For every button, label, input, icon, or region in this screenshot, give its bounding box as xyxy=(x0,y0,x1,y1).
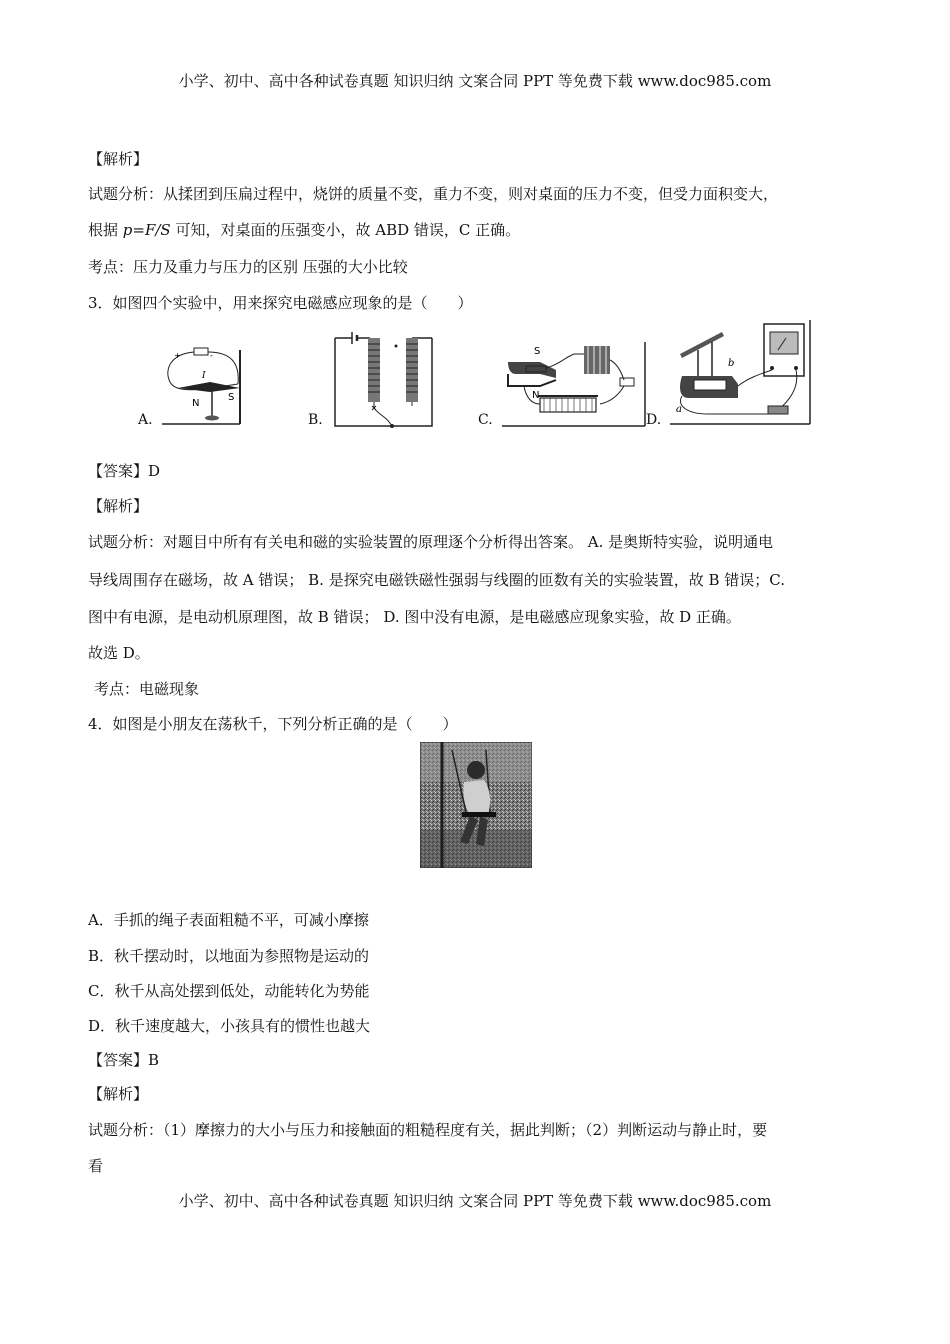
figure-a-s-label: S xyxy=(228,392,235,403)
figure-c-s-label: S xyxy=(534,346,541,357)
figure-b-electromagnets xyxy=(332,330,436,430)
figure-d-option-label: D. xyxy=(646,412,662,428)
figure-a-n-label: N xyxy=(192,398,200,409)
figure-a-plus-label: + xyxy=(174,351,181,360)
page-footer: 小学、初中、高中各种试卷真题 知识归纳 文案合同 PPT 等免费下载 www.doc985.com xyxy=(178,1192,772,1210)
figure-c-option-label: C. xyxy=(478,412,493,428)
q4-option-b: B．秋千摆动时，以地面为参照物是运动的 xyxy=(88,947,370,965)
q4-option-c: C．秋千从高处摆到低处，动能转化为势能 xyxy=(88,982,370,1000)
q3-stem: 3．如图四个实验中，用来探究电磁感应现象的是（ ） xyxy=(88,294,473,312)
figure-a-minus-label: - xyxy=(210,351,213,360)
q3-answer: 【答案】D xyxy=(88,462,161,480)
q2-analysis-tag: 【解析】 xyxy=(88,150,149,168)
q2-analysis-line-2-pre: 根据 xyxy=(88,221,123,239)
q4-analysis-line-1: 试题分析：（1）摩擦力的大小与压力和接触面的粗糙程度有关，据此判断；（2）判断运动与静止时，要 xyxy=(88,1121,768,1139)
figure-d-induction xyxy=(668,318,814,428)
q4-option-d: D．秋千速度越大，小孩具有的惯性也越大 xyxy=(88,1017,371,1035)
q2-analysis-line-1: 试题分析：从揉团到压扁过程中，烧饼的质量不变，重力不变，则对桌面的压力不变，但受力面积变大， xyxy=(88,185,779,203)
q3-kaodian: 考点：电磁现象 xyxy=(94,680,200,698)
pressure-formula: p=F/S xyxy=(122,221,171,239)
q4-answer: 【答案】B xyxy=(88,1051,160,1069)
figure-c-n-label: N xyxy=(532,390,540,401)
page-header: 小学、初中、高中各种试卷真题 知识归纳 文案合同 PPT 等免费下载 www.doc985.com xyxy=(178,72,772,90)
figure-d-b-label: b xyxy=(728,358,735,369)
swing-photo xyxy=(420,742,532,868)
q2-kaodian: 考点：压力及重力与压力的区别 压强的大小比较 xyxy=(88,258,408,276)
q4-option-a: A．手抓的绳子表面粗糙不平，可减小摩擦 xyxy=(88,911,369,929)
q4-analysis-line-2: 看 xyxy=(88,1157,104,1175)
figure-b-option-label: B. xyxy=(308,412,323,428)
q4-stem: 4．如图是小朋友在荡秋千，下列分析正确的是（ ） xyxy=(88,715,458,733)
q4-analysis-tag: 【解析】 xyxy=(88,1085,149,1103)
q3-analysis-line-3: 图中有电源，是电动机原理图，故 B 错误； D. 图中没有电源，是电磁感应现象实验，故 D 正确。 xyxy=(88,608,741,626)
q2-analysis-line-2-post: 可知，对桌面的压强变小，故 ABD 错误，C 正确。 xyxy=(170,221,521,239)
q3-analysis-line-2: 导线周围存在磁场，故 A 错误； B. 是探究电磁铁磁性强弱与线圈的匝数有关的实验装置，故 B 错误；C. xyxy=(88,571,785,589)
figure-a-option-label: A. xyxy=(138,412,153,428)
q2-analysis-line-2 xyxy=(88,219,520,240)
figure-c-motor xyxy=(500,340,650,430)
q3-analysis-line-1: 试题分析：对题目中所有有关电和磁的实验装置的原理逐个分析得出答案。 A. 是奥斯特实验，说明通电 xyxy=(88,533,774,551)
q3-analysis-tag: 【解析】 xyxy=(88,497,149,515)
figure-a-oersted xyxy=(160,342,250,430)
figure-a-current-label: I xyxy=(202,371,206,381)
figure-d-a-label: a xyxy=(676,404,682,415)
q3-analysis-line-4: 故选 D。 xyxy=(88,644,150,662)
